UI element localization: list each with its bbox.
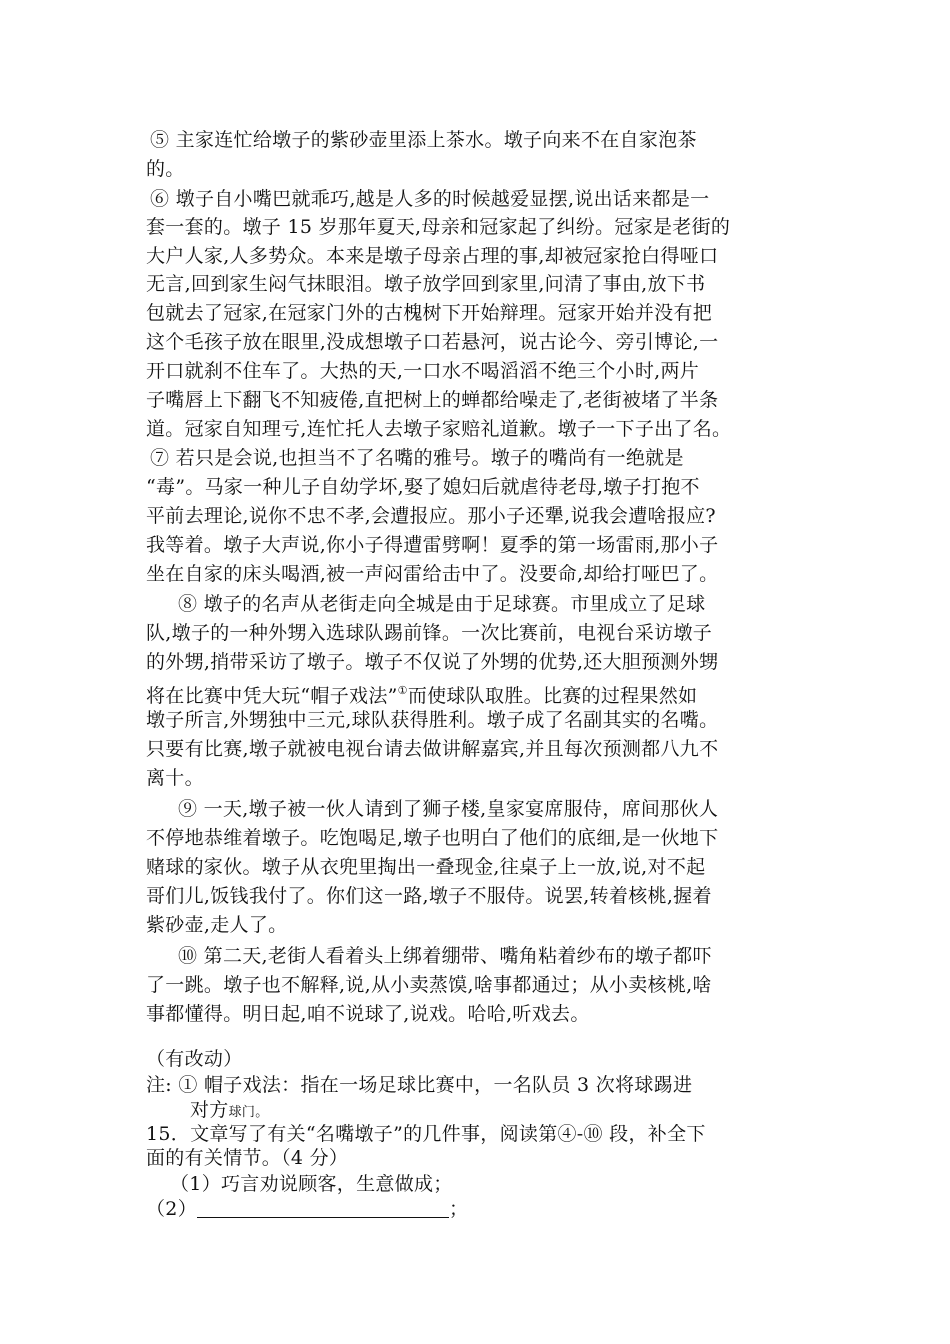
p6-line-9: 道。冠家自知理亏,连忙托人去墩子家赔礼道歉。墩子一下子出了名。	[146, 418, 732, 440]
p8-line-4-text-a: 将在比赛中凭大玩“帽子戏法”	[146, 685, 398, 707]
answer-item-2	[146, 1196, 468, 1222]
p6-line-5: 包就去了冠家,在冠家门外的古槐树下开始辩理。冠家开始并没有把	[146, 302, 713, 324]
p9-line-4: 哥们儿,饭钱我付了。你们这一路,墩子不服侍。说罢,转着核桃,握着	[146, 885, 712, 907]
p8-line-1: ⑧ 墩子的名声从老街走向全城是由于足球赛。市里成立了足球	[178, 593, 706, 615]
p8-line-2: 队,墩子的一种外甥入选球队踢前锋。一次比赛前，电视台采访墩子	[146, 622, 713, 644]
p6-line-3: 大户人家,人多势众。本来是墩子母亲占理的事,却被冠家抢白得哑口	[146, 245, 719, 267]
source-note: （有改动）	[146, 1048, 243, 1070]
p8-line-5: 墩子所言,外甥独中三元,球队获得胜利。墩子成了名副其实的名嘴。	[146, 709, 719, 731]
question-line-2: 面的有关情节。（4 分）	[146, 1147, 349, 1169]
p8-line-7: 离十。	[146, 767, 204, 789]
answer-item-2-label: （2）	[146, 1198, 197, 1220]
footnote-text-a: 对方	[190, 1099, 229, 1121]
footnote-marker: ①	[397, 684, 408, 697]
p6-line-8: 子嘴唇上下翻飞不知疲倦,直把树上的蝉都给噪走了,老街被堵了半条	[146, 389, 719, 411]
p8-line-4-text-b: 而使球队取胜。比赛的过程果然如	[407, 685, 698, 707]
p6-line-1: ⑥ 墩子自小嘴巴就乖巧,越是人多的时候越爱显摆,说出话来都是一	[150, 188, 710, 210]
p7-line-1: ⑦ 若只是会说,也担当不了名嘴的雅号。墩子的嘴尚有一绝就是	[150, 447, 684, 469]
p6-line-4: 无言,回到家生闷气抹眼泪。墩子放学回到家里,问清了事由,放下书	[146, 273, 706, 295]
p8-line-6: 只要有比赛,墩子就被电视台请去做讲解嘉宾,并且每次预测都八九不	[146, 738, 719, 760]
p8-line-3: 的外甥,捎带采访了墩子。墩子不仅说了外甥的优势,还大胆预测外甥	[146, 651, 719, 673]
p7-line-3: 平前去理论,说你不忠不孝,会遭报应。那小子还犟,说我会遭啥报应?	[146, 505, 716, 527]
p9-line-2: 不停地恭维着墩子。吃饱喝足,墩子也明白了他们的底细,是一伙地下	[146, 827, 719, 849]
footnote-text-b: 球门。	[228, 1105, 269, 1120]
p7-line-2: “毒”。马家一种儿子自幼学坏,娶了媳妇后就虐待老母,墩子打抱不	[146, 476, 700, 498]
p8-line-4	[146, 678, 698, 707]
p9-line-3: 赌球的家伙。墩子从衣兜里掏出一叠现金,往桌子上一放,说,对不起	[146, 856, 706, 878]
p6-line-2: 套一套的。墩子 15 岁那年夏天,母亲和冠家起了纠纷。冠家是老街的	[146, 216, 731, 238]
footnote-line-2	[190, 1097, 269, 1123]
p7-line-5: 坐在自家的床头喝酒,被一声闷雷给击中了。没要命,却给打哑巴了。	[146, 563, 719, 585]
p10-line-2: 了一跳。墩子也不解释,说,从小卖蒸馍,啥事都通过；从小卖核桃,啥	[146, 974, 712, 996]
p10-line-1: ⑩ 第二天,老街人看着头上绑着绷带、嘴角粘着纱布的墩子都吓	[178, 945, 712, 967]
p5-line-1: ⑤ 主家连忙给墩子的紫砂壶里添上茶水。墩子向来不在自家泡茶	[150, 129, 697, 151]
footnote-line-1: 注: ① 帽子戏法：指在一场足球比赛中，一名队员 3 次将球踢进	[146, 1074, 693, 1096]
p9-line-5: 紫砂壶,走人了。	[146, 914, 288, 936]
p6-line-7: 开口就刹不住车了。大热的天,一口水不喝滔滔不绝三个小时,两片	[146, 360, 700, 382]
answer-item-2-end: ；	[449, 1198, 469, 1220]
answer-item-1: （1）巧言劝说顾客，生意做成；	[170, 1173, 453, 1195]
p6-line-6: 这个毛孩子放在眼里,没成想墩子口若悬河，说古论今、旁引博论,一	[146, 331, 719, 353]
p9-line-1: ⑨ 一天,墩子被一伙人请到了狮子楼,皇家宴席服侍，席间那伙人	[178, 798, 719, 820]
p5-line-2: 的。	[146, 158, 185, 180]
p7-line-4: 我等着。墩子大声说,你小子得遭雷劈啊！夏季的第一场雷雨,那小子	[146, 534, 719, 556]
question-line-1: 15．文章写了有关“名嘴墩子”的几件事，阅读第④-⑩ 段，补全下	[146, 1123, 706, 1145]
p10-line-3: 事都懂得。明日起,咱不说球了,说戏。哈哈,听戏去。	[146, 1003, 590, 1025]
answer-blank[interactable]	[197, 1199, 449, 1218]
